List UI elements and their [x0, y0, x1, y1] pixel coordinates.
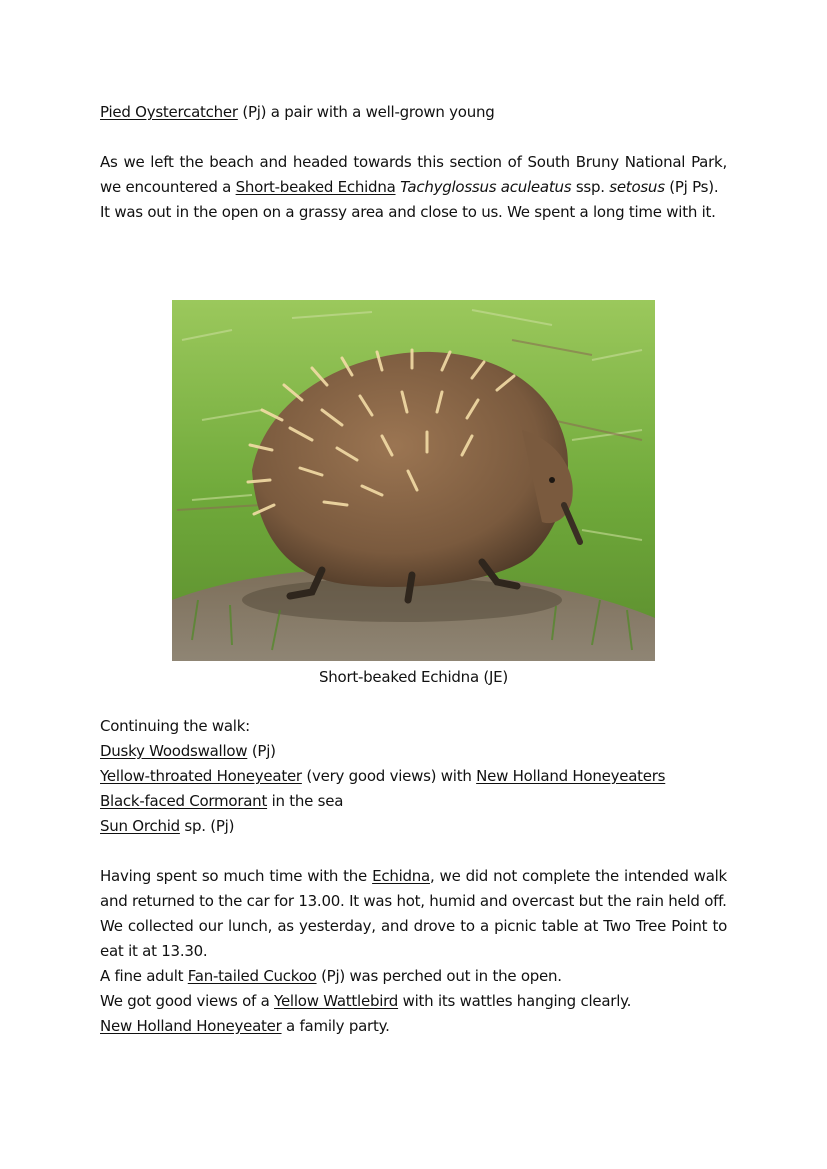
wattlebird-line	[100, 989, 727, 1014]
species-link[interactable]: Short-beaked Echidna	[235, 178, 396, 196]
text: , we did not complete the intended walk and returned to the car for 13.00. It was hot, humid and overcast but the rain held off.	[100, 867, 727, 910]
walk-heading: Continuing the walk:	[100, 717, 250, 735]
species-link[interactable]: New Holland Honeyeater	[100, 1017, 282, 1035]
walk-item	[100, 764, 727, 789]
lunch-paragraph	[100, 864, 727, 914]
after-photo-section	[100, 714, 727, 1039]
photo-caption: Short-beaked Echidna (JE)	[318, 668, 509, 686]
text: in the sea	[267, 792, 344, 810]
walk-item	[100, 814, 727, 839]
document-page	[100, 100, 727, 1035]
latin-name: Tachyglossus aculeatus	[400, 178, 572, 196]
echidna-paragraph	[100, 150, 727, 200]
cuckoo-line	[100, 964, 727, 989]
text: (Pj Ps).	[664, 178, 719, 196]
text: (very good views) with	[301, 767, 477, 785]
text: (Pj) a pair with a well-grown young	[237, 103, 495, 121]
text: We got good views of a	[100, 992, 275, 1010]
species-link[interactable]: New Holland Honeyeaters	[476, 767, 666, 785]
oystercatcher-line	[100, 100, 727, 125]
text: Having spent so much time with the	[100, 867, 373, 885]
species-link[interactable]: Fan-tailed Cuckoo	[187, 967, 317, 985]
species-link[interactable]: Sun Orchid	[100, 817, 180, 835]
species-link[interactable]: Dusky Woodswallow	[100, 742, 248, 760]
species-link[interactable]: Black-faced Cormorant	[100, 792, 268, 810]
text: with its wattles hanging clearly.	[398, 992, 632, 1010]
species-link[interactable]: Yellow-throated Honeyeater	[100, 767, 302, 785]
text: (Pj)	[247, 742, 276, 760]
species-link[interactable]: Pied Oystercatcher	[100, 103, 238, 121]
lunch-paragraph-2: We collected our lunch, as yesterday, and drove to a picnic table at Two Tree Point to eat it at 13.30.	[100, 917, 727, 960]
text: A fine adult	[100, 967, 188, 985]
text: sp. (Pj)	[179, 817, 235, 835]
text: a family party.	[281, 1017, 390, 1035]
text: As we left the beach and headed towards this section of South Bruny National Park, we encountered a	[100, 153, 727, 196]
echidna-photo	[172, 300, 655, 661]
species-link[interactable]: Yellow Wattlebird	[274, 992, 399, 1010]
text: ssp.	[571, 178, 610, 196]
walk-item	[100, 739, 727, 764]
walk-item	[100, 789, 727, 814]
species-link[interactable]: Echidna	[372, 867, 430, 885]
latin-subspecies: setosus	[609, 178, 665, 196]
honeyeater-line	[100, 1014, 727, 1039]
echidna-paragraph-2: It was out in the open on a grassy area and close to us. We spent a long time with it.	[100, 203, 716, 221]
text: (Pj) was perched out in the open.	[316, 967, 562, 985]
